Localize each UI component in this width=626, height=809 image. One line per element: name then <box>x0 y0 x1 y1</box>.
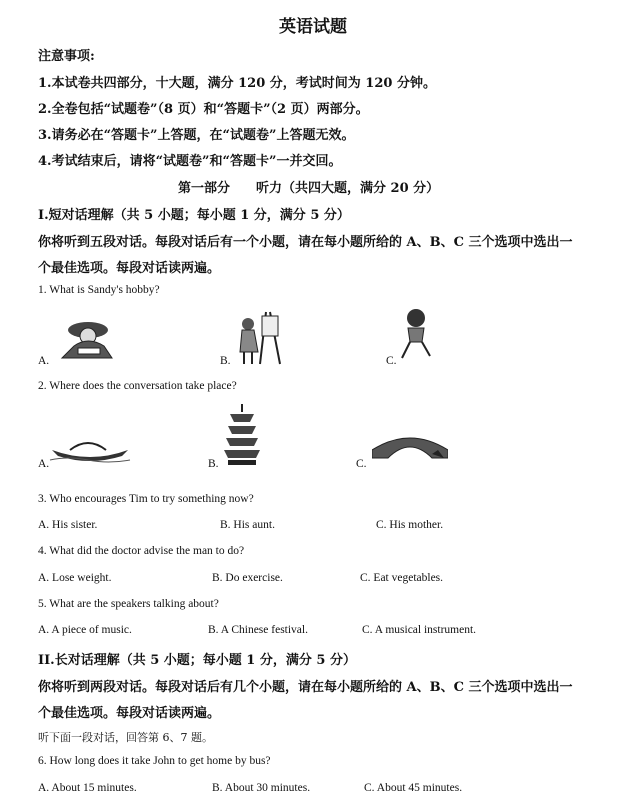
section-instruction: 你将听到两段对话。每段对话后有几个小题，请在每小题所给的 A、B、C 三个选项中选出一 <box>38 680 573 695</box>
notice-item: 1.本试卷共四部分，十大题，满分 120 分，考试时间为 120 分钟。 <box>38 76 436 91</box>
option-label: C. <box>356 458 367 470</box>
notice-item: 3.请务必在“答题卡”上答题，在“试题卷”上答题无效。 <box>38 128 355 143</box>
section-heading: I.短对话理解（共 5 小题；每小题 1 分，满分 5 分） <box>38 208 350 223</box>
question-stem: 6. How long does it take John to get home by bus? <box>38 755 271 767</box>
question-stem: 3. Who encourages Tim to try something now? <box>38 493 254 505</box>
question-stem: 1. What is Sandy's hobby? <box>38 284 160 296</box>
option-label: B. Do exercise. <box>212 572 283 584</box>
option-label: C. Eat vegetables. <box>360 572 444 584</box>
part-title: 第一部分 听力（共四大题，满分 20 分） <box>178 181 440 196</box>
option-label: B. <box>208 458 219 470</box>
question-stem: 5. What are the speakers talking about? <box>38 598 219 610</box>
page-title: 英语试题 <box>279 17 347 37</box>
dialogue-lead: 听下面一段对话，回答第 6、7 题。 <box>38 731 213 744</box>
boy-running-icon <box>396 306 436 362</box>
option-label: A. About 15 minutes. <box>38 782 137 794</box>
option-label: A. <box>38 355 50 367</box>
girl-reading-icon <box>52 316 124 362</box>
notice-item: 2.全卷包括“试题卷”（8 页）和“答题卡”（2 页）两部分。 <box>38 102 369 117</box>
option-label: B. A Chinese festival. <box>208 624 308 636</box>
section-instruction: 个最佳选项。每段对话读两遍。 <box>38 706 221 721</box>
notice-heading: 注意事项: <box>38 49 95 64</box>
question-stem: 4. What did the doctor advise the man to do? <box>38 545 245 557</box>
option-label: A. A piece of music. <box>38 624 132 636</box>
boat-icon <box>48 430 132 464</box>
option-label: C. About 45 minutes. <box>364 782 463 794</box>
section-instruction: 个最佳选项。每段对话读两遍。 <box>38 261 221 276</box>
option-label: A. Lose weight. <box>38 572 112 584</box>
option-label: B. About 30 minutes. <box>212 782 311 794</box>
option-label: C. His mother. <box>376 519 444 531</box>
option-label: B. <box>220 355 231 367</box>
section-heading: II.长对话理解（共 5 小题；每小题 1 分，满分 5 分） <box>38 653 356 668</box>
option-label: C. A musical instrument. <box>362 624 477 636</box>
pagoda-icon <box>224 404 260 466</box>
option-label: B. His aunt. <box>220 519 275 531</box>
section-instruction: 你将听到五段对话。每段对话后有一个小题，请在每小题所给的 A、B、C 三个选项中选出一 <box>38 235 573 250</box>
notice-item: 4.考试结束后，请将“试题卷”和“答题卡”一并交回。 <box>38 154 342 169</box>
stone-bridge-icon <box>372 428 448 462</box>
girl-painting-icon <box>236 308 286 366</box>
option-label: A. His sister. <box>38 519 98 531</box>
option-label: C. <box>386 355 397 367</box>
option-label: A. <box>38 458 50 470</box>
question-stem: 2. Where does the conversation take place? <box>38 380 237 392</box>
